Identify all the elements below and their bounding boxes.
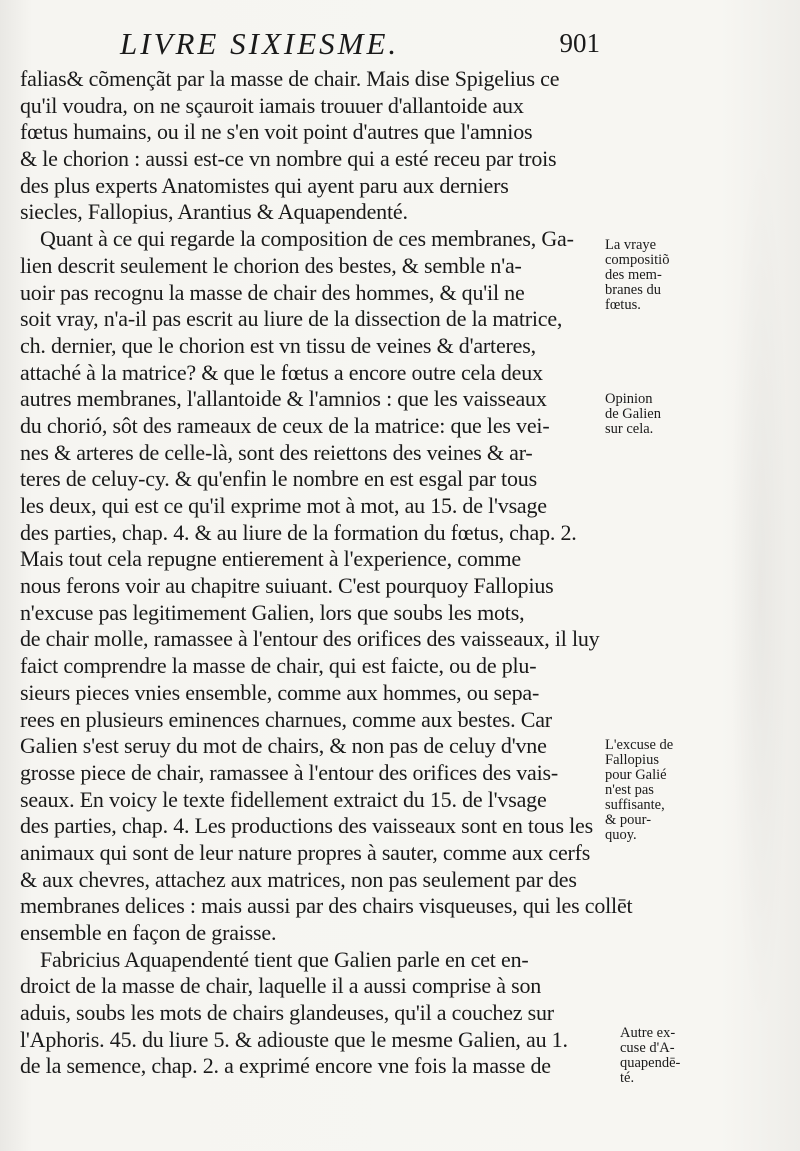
- text-line: uoir pas recognu la masse de chair des hommes, & qu'il ne: [20, 279, 525, 305]
- text-line: lien descrit seulement le chorion des bestes, & semble n'a-: [20, 252, 522, 278]
- text-line: Mais tout cela repugne entierement à l'experience, comme: [20, 546, 521, 572]
- margin-note-aquapendente: [620, 1026, 720, 1086]
- text-line: membranes delices : mais aussi par des chairs visqueuses, qui les collēt: [20, 893, 633, 919]
- margin-note-line: Autre ex-: [620, 1025, 676, 1041]
- margin-note-line: fœtus.: [605, 297, 641, 313]
- page-number: 901: [559, 28, 600, 58]
- text-line: & le chorion : aussi est-ce vn nombre qui a esté receu par trois: [20, 146, 557, 172]
- margin-note-line: sur cela.: [605, 421, 654, 437]
- margin-note-line: branes du: [605, 282, 661, 298]
- margin-note-composition: [605, 238, 705, 313]
- margin-note-line: des mem-: [605, 267, 662, 283]
- text-line: n'excuse pas legitimement Galien, lors que soubs les mots,: [20, 599, 525, 625]
- text-line: des plus experts Anatomistes qui ayent paru aux derniers: [20, 172, 509, 198]
- margin-note-line: quoy.: [605, 827, 637, 843]
- text-line: grosse piece de chair, ramassee à l'entour des orifices des vais-: [20, 759, 559, 785]
- text-line: des parties, chap. 4. & au liure de la formation du fœtus, chap. 2.: [20, 519, 577, 545]
- running-title: LIVRE SIXIESME.: [120, 26, 400, 61]
- text-line: l'Aphoris. 45. du liure 5. & adiouste que le mesme Galien, au 1.: [20, 1026, 568, 1052]
- margin-note-line: suffisante,: [605, 797, 665, 813]
- text-line: Quant à ce qui regarde la composition de ces membranes, Ga-: [40, 226, 574, 252]
- text-line: qu'il voudra, on ne sçauroit iamais trouuer d'allantoide aux: [20, 92, 524, 118]
- text-line: sieurs pieces vnies ensemble, comme aux hommes, ou sepa-: [20, 679, 540, 705]
- text-line: teres de celuy-cy. & qu'enfin le nombre en est esgal par tous: [20, 466, 537, 492]
- margin-note-line: cuse d'A-: [620, 1040, 675, 1056]
- margin-note-line: & pour-: [605, 812, 652, 828]
- text-line: des parties, chap. 4. Les productions des vaisseaux sont en tous les: [20, 813, 593, 839]
- text-line: droict de la masse de chair, laquelle il a aussi comprise à son: [20, 973, 542, 999]
- text-line: rees en plusieurs eminences charnues, comme aux bestes. Car: [20, 706, 552, 732]
- text-line: autres membranes, l'allantoide & l'amnios : que les vaisseaux: [20, 386, 547, 412]
- margin-note-line: pour Galié: [605, 767, 667, 783]
- text-line: fœtus humains, ou il ne s'en voit point d'autres que l'amnios: [20, 119, 533, 145]
- text-line: animaux qui sont de leur nature propres à sauter, comme aux cerfs: [20, 839, 591, 865]
- text-line: ensemble en façon de graisse.: [20, 920, 277, 945]
- margin-note-fallopius: [605, 738, 705, 843]
- text-line: & aux chevres, attachez aux matrices, non pas seulement par des: [20, 866, 577, 892]
- text-line: soit vray, n'a-il pas escrit au liure de la dissection de la matrice,: [20, 306, 563, 332]
- page-header: [120, 26, 600, 66]
- text-line: Galien s'est seruy du mot de chairs, & non pas de celuy d'vne: [20, 733, 547, 759]
- text-line: aduis, soubs les mots de chairs glandeuses, qu'il a couchez sur: [20, 1000, 554, 1026]
- text-line: les deux, qui est ce qu'il exprime mot à mot, au 15. de l'vsage: [20, 493, 547, 518]
- text-line: attaché à la matrice? & que le fœtus a encore outre cela deux: [20, 359, 543, 385]
- text-line: siecles, Fallopius, Arantius & Aquapendenté.: [20, 199, 408, 225]
- margin-note-line: Fallopius: [605, 752, 659, 768]
- text-line: nes & arteres de celle-là, sont des reiettons des veines & ar-: [20, 439, 533, 465]
- margin-note-line: té.: [620, 1070, 635, 1086]
- text-line: seaux. En voicy le texte fidellement extraict du 15. de l'vsage: [20, 786, 547, 812]
- margin-note-line: L'excuse de: [605, 737, 674, 753]
- text-line: falias& cõmençãt par la masse de chair. Mais dise Spigelius ce: [20, 66, 560, 91]
- margin-note-line: compositiõ: [605, 252, 670, 268]
- text-line: de la semence, chap. 2. a exprimé encore vne fois la masse de: [20, 1053, 551, 1079]
- margin-note-line: Opinion: [605, 391, 653, 407]
- page-stain: [730, 140, 790, 1040]
- margin-note-line: La vraye: [605, 237, 657, 253]
- margin-note-galien: [605, 392, 705, 437]
- margin-note-line: n'est pas: [605, 782, 654, 798]
- text-line: Fabricius Aquapendenté tient que Galien parle en cet en-: [40, 946, 529, 972]
- text-line: ch. dernier, que le chorion est vn tissu de veines & d'arteres,: [20, 332, 536, 358]
- text-line: nous ferons voir au chapitre suiuant. C'est pourquoy Fallopius: [20, 573, 554, 599]
- margin-note-line: de Galien: [605, 406, 661, 422]
- margin-note-line: quapendē-: [620, 1055, 681, 1071]
- text-line: du chorió, sôt des rameaux de ceux de la matrice: que les vei-: [20, 412, 550, 438]
- text-line: faict comprendre la masse de chair, qui est faicte, ou de plu-: [20, 653, 537, 679]
- text-line: de chair molle, ramassee à l'entour des orifices des vaisseaux, il luy: [20, 626, 600, 652]
